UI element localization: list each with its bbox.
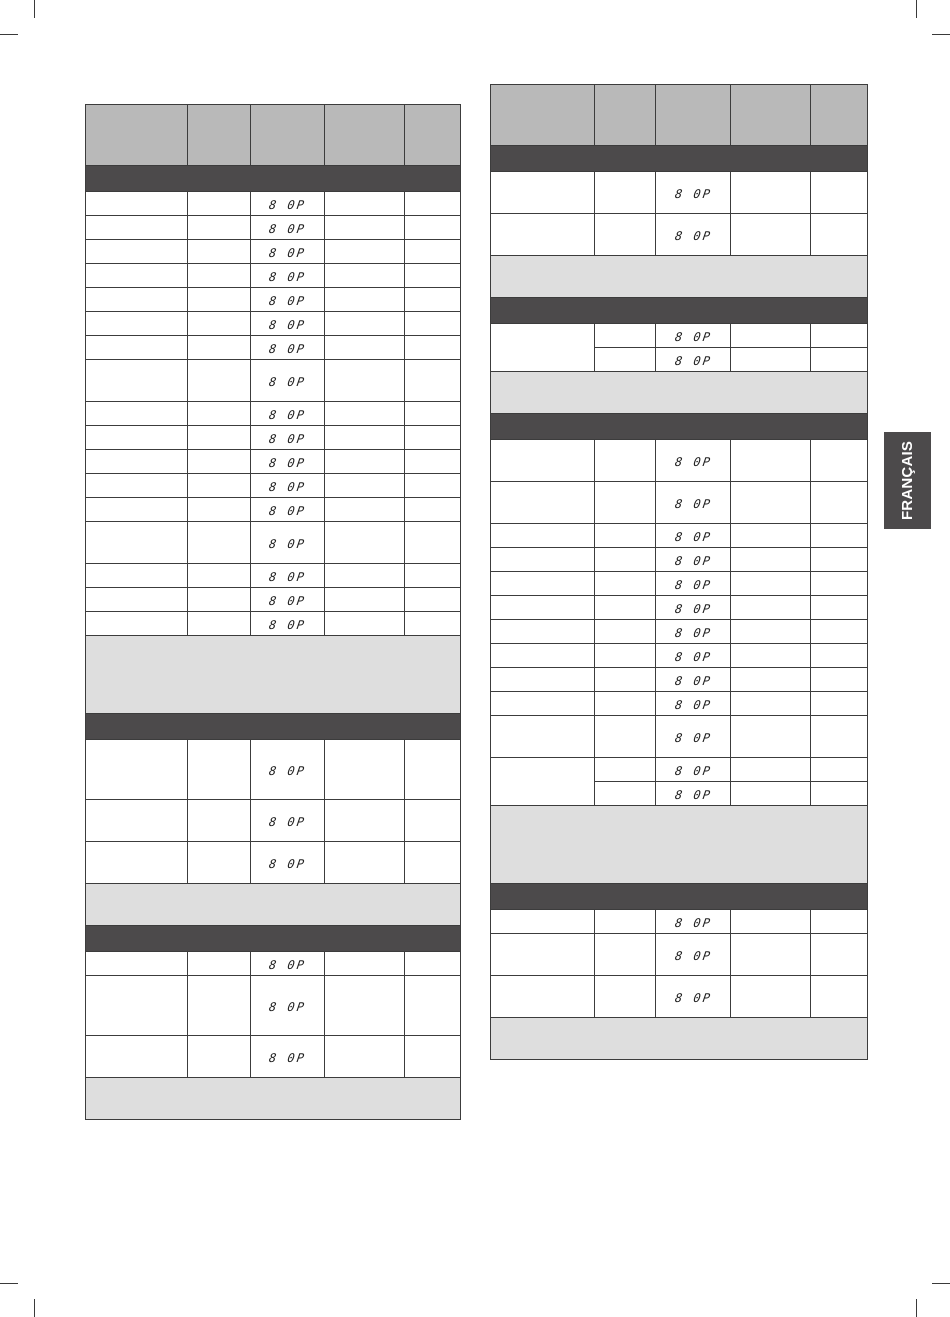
table-row bbox=[86, 588, 461, 612]
lcd-display-code: 8 0P bbox=[673, 554, 713, 568]
lcd-display-code: 8 0P bbox=[268, 432, 307, 446]
section-header bbox=[86, 714, 461, 740]
table-row bbox=[86, 740, 461, 800]
table-row bbox=[491, 172, 868, 214]
lcd-display-code: 8 0P bbox=[268, 246, 307, 260]
table-row bbox=[86, 1036, 461, 1078]
table-row bbox=[491, 524, 868, 548]
lcd-display-code: 8 0P bbox=[268, 1051, 307, 1065]
lcd-display-code: 8 0P bbox=[673, 330, 713, 344]
table-row bbox=[86, 192, 461, 216]
section-header bbox=[86, 166, 461, 192]
table-row bbox=[86, 216, 461, 240]
lcd-display-code: 8 0P bbox=[268, 342, 307, 356]
lcd-display-code: 8 0P bbox=[268, 456, 307, 470]
lcd-display-code: 8 0P bbox=[268, 408, 307, 422]
lcd-display-code: 8 0P bbox=[673, 698, 713, 712]
lcd-display-code: 8 0P bbox=[268, 594, 307, 608]
table-row bbox=[86, 842, 461, 884]
table-row bbox=[491, 668, 868, 692]
section-header bbox=[491, 146, 868, 172]
table-row bbox=[86, 564, 461, 588]
lcd-display-code: 8 0P bbox=[268, 504, 307, 518]
lcd-display-code: 8 0P bbox=[268, 222, 307, 236]
lcd-display-code: 8 0P bbox=[673, 916, 713, 930]
table-row bbox=[491, 548, 868, 572]
lcd-display-code: 8 0P bbox=[673, 626, 713, 640]
table-header-row bbox=[491, 85, 868, 146]
lcd-display-code: 8 0P bbox=[673, 455, 713, 469]
lcd-display-code: 8 0P bbox=[673, 764, 713, 778]
table-row bbox=[86, 612, 461, 636]
table-row bbox=[491, 572, 868, 596]
lcd-display-code: 8 0P bbox=[673, 530, 713, 544]
crop-mark-bottom-right-v bbox=[916, 1299, 917, 1317]
lcd-display-code: 8 0P bbox=[268, 570, 307, 584]
lcd-display-code: 8 0P bbox=[673, 991, 713, 1005]
lcd-display-code: 8 0P bbox=[673, 354, 713, 368]
table-row bbox=[491, 214, 868, 256]
crop-mark-bottom-left-h bbox=[0, 1283, 18, 1284]
language-tab-label: FRANÇAIS bbox=[899, 440, 917, 521]
section-note bbox=[86, 636, 461, 714]
lcd-display-code: 8 0P bbox=[673, 949, 713, 963]
table-row bbox=[491, 620, 868, 644]
lcd-display-code: 8 0P bbox=[673, 578, 713, 592]
table-row bbox=[86, 474, 461, 498]
table-row bbox=[86, 800, 461, 842]
lcd-display-code: 8 0P bbox=[673, 788, 713, 802]
program-table-right bbox=[490, 84, 868, 1060]
table-row bbox=[491, 692, 868, 716]
table-row bbox=[491, 758, 868, 782]
lcd-display-code: 8 0P bbox=[268, 480, 307, 494]
table-row bbox=[491, 324, 868, 348]
crop-mark-top-left-v bbox=[34, 0, 35, 18]
section-note bbox=[491, 256, 868, 298]
section-note bbox=[86, 884, 461, 926]
table-row bbox=[491, 976, 868, 1018]
lcd-display-code: 8 0P bbox=[673, 674, 713, 688]
table-row bbox=[491, 482, 868, 524]
table-row bbox=[86, 336, 461, 360]
table-row bbox=[86, 264, 461, 288]
table-row bbox=[491, 910, 868, 934]
section-header bbox=[86, 926, 461, 952]
table-row bbox=[491, 440, 868, 482]
lcd-display-code: 8 0P bbox=[268, 857, 307, 871]
lcd-display-code: 8 0P bbox=[673, 187, 713, 201]
table-row bbox=[86, 450, 461, 474]
lcd-display-code: 8 0P bbox=[268, 270, 307, 284]
section-note bbox=[491, 372, 868, 414]
table-row bbox=[491, 596, 868, 620]
lcd-display-code: 8 0P bbox=[268, 815, 307, 829]
lcd-display-code: 8 0P bbox=[673, 602, 713, 616]
section-header bbox=[491, 414, 868, 440]
lcd-display-code: 8 0P bbox=[673, 229, 713, 243]
lcd-display-code: 8 0P bbox=[268, 537, 307, 551]
lcd-display-code: 8 0P bbox=[673, 497, 713, 511]
crop-mark-top-left-h bbox=[0, 34, 18, 35]
table-row bbox=[86, 976, 461, 1036]
table-row bbox=[86, 522, 461, 564]
table-row bbox=[86, 402, 461, 426]
lcd-display-code: 8 0P bbox=[268, 618, 307, 632]
lcd-display-code: 8 0P bbox=[268, 294, 307, 308]
lcd-display-code: 8 0P bbox=[268, 375, 307, 389]
crop-mark-bottom-right-h bbox=[932, 1283, 950, 1284]
table-row bbox=[86, 498, 461, 522]
table-row bbox=[491, 716, 868, 758]
lcd-display-code: 8 0P bbox=[673, 650, 713, 664]
crop-mark-bottom-left-v bbox=[34, 1299, 35, 1317]
crop-mark-top-right-v bbox=[916, 0, 917, 18]
section-header bbox=[491, 884, 868, 910]
lcd-display-code: 8 0P bbox=[268, 1000, 307, 1014]
table-row bbox=[491, 934, 868, 976]
section-note bbox=[491, 806, 868, 884]
lcd-display-code: 8 0P bbox=[268, 318, 307, 332]
table-row bbox=[86, 240, 461, 264]
section-note bbox=[86, 1078, 461, 1120]
table-header-row bbox=[86, 105, 461, 166]
lcd-display-code: 8 0P bbox=[268, 198, 307, 212]
program-table-left bbox=[85, 104, 461, 1120]
language-tab bbox=[884, 432, 931, 529]
table-row bbox=[86, 952, 461, 976]
lcd-display-code: 8 0P bbox=[268, 764, 307, 778]
table-row bbox=[86, 426, 461, 450]
lcd-display-code: 8 0P bbox=[268, 958, 307, 972]
lcd-display-code: 8 0P bbox=[673, 731, 713, 745]
table-row bbox=[86, 312, 461, 336]
table-row bbox=[86, 288, 461, 312]
table-row bbox=[491, 644, 868, 668]
table-row bbox=[86, 360, 461, 402]
section-note bbox=[491, 1018, 868, 1060]
crop-mark-top-right-h bbox=[932, 34, 950, 35]
section-header bbox=[491, 298, 868, 324]
